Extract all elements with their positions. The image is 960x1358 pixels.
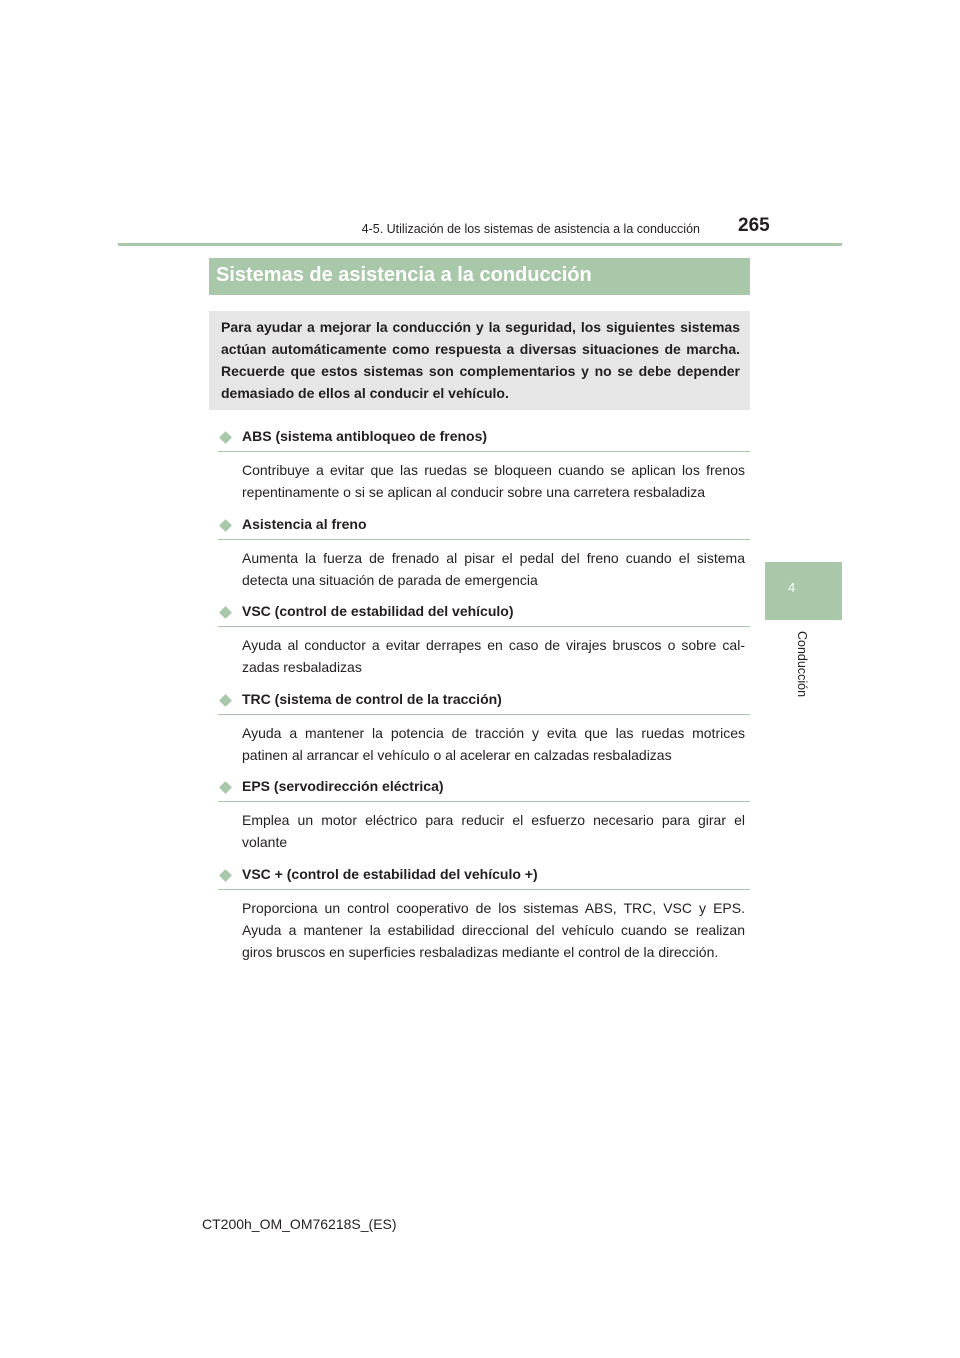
section-header: 4-5. Utilización de los sistemas de asistencia a la conducción (361, 222, 700, 236)
footer-code: CT200h_OM_OM76218S_(ES) (202, 1216, 397, 1232)
feature-title: VSC + (control de estabilidad del vehículo +) (242, 866, 538, 882)
feature-title: EPS (servodirección eléctrica) (242, 778, 444, 794)
diamond-icon (219, 694, 232, 707)
page-title: Sistemas de asistencia a la conducción (209, 258, 750, 295)
feature-description: Contribuye a evitar que las ruedas se bloqueen cuando se aplican los frenos repentinamente o si se aplican al conducir sobre una carretera resbaladiza (242, 462, 745, 500)
chapter-tab (765, 562, 842, 620)
feature-heading-vsc-plus (218, 866, 750, 890)
diamond-icon (219, 431, 232, 444)
feature-description: Emplea un motor eléctrico para reducir el esfuerzo necesario para girar el volante (242, 812, 745, 850)
feature-heading-abs (218, 428, 750, 452)
feature-title: ABS (sistema antibloqueo de frenos) (242, 428, 488, 444)
feature-heading-trc (218, 691, 750, 715)
feature-title: Asistencia al freno (242, 516, 367, 532)
feature-description: Proporciona un control cooperativo de los sistemas ABS, TRC, VSC y EPS. Ayuda a mantener la estabilidad direccional del vehículo cuando se realizan giros bruscos en superficies resbaladizas mediante el control de la dirección. (242, 900, 745, 960)
diamond-icon (219, 781, 232, 794)
diamond-icon (219, 606, 232, 619)
feature-description: Aumenta la fuerza de frenado al pisar el pedal del freno cuando el sistema detecta una situación de parada de emergencia (242, 550, 745, 588)
intro-box (209, 311, 750, 410)
diamond-icon (219, 519, 232, 532)
intro-text: Para ayudar a mejorar la conducción y la seguridad, los siguientes sistemas actúan automáticamente como respuesta a diversas situaciones de marcha. Recuerde que estos sistemas son complementarios y no se debe depender demasiado de ellos al conducir el vehículo. (221, 319, 740, 401)
feature-description: Ayuda al conductor a evitar derrapes en caso de virajes bruscos o sobre cal-zadas resbaladizas (242, 637, 745, 675)
diamond-icon (219, 869, 232, 882)
chapter-label: Conducción (795, 631, 809, 698)
feature-title: VSC (control de estabilidad del vehículo) (242, 603, 514, 619)
feature-title: TRC (sistema de control de la tracción) (242, 691, 502, 707)
chapter-number: 4 (788, 580, 796, 595)
page-number: 265 (738, 215, 770, 236)
feature-heading-vsc (218, 603, 750, 627)
header-divider (118, 243, 842, 246)
feature-description: Ayuda a mantener la potencia de tracción y evita que las ruedas motrices patinen al arrancar el vehículo o al acelerar en calzadas resbaladizas (242, 725, 745, 763)
feature-heading-eps (218, 778, 750, 802)
feature-heading-brake-assist (218, 516, 750, 540)
